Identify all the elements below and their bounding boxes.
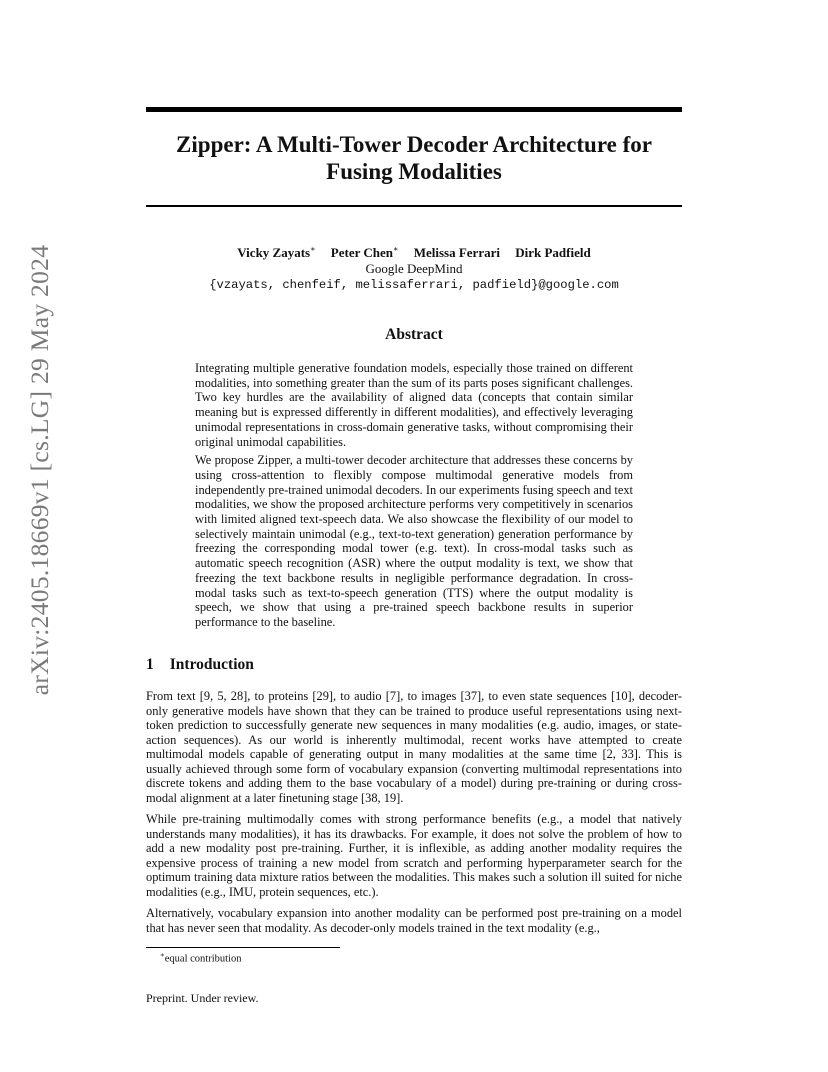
preprint-notice: Preprint. Under review.	[146, 991, 259, 1005]
introduction-body	[146, 689, 682, 942]
author-names	[146, 242, 682, 261]
author	[414, 245, 500, 260]
footnote	[160, 951, 241, 965]
author-name: Melissa Ferrari	[413, 245, 500, 261]
equal-contribution-mark: ∗	[393, 245, 399, 254]
author-name: Vicky Zayats	[237, 245, 311, 261]
author-emails: {vzayats, chenfeif, melissaferrari, padfield}@google.com	[209, 278, 619, 293]
author-block	[146, 242, 682, 293]
author	[237, 245, 315, 260]
body-paragraph: Alternatively, vocabulary expansion into another modality can be performed post pre-training on a model that has never seen that modality. As decoder-only models trained in the text modality (e.g.,	[146, 906, 682, 935]
paper-title	[146, 131, 682, 185]
abstract-body	[195, 361, 633, 634]
title-top-rule	[146, 107, 682, 112]
author-name: Peter Chen	[330, 245, 394, 261]
abstract-heading: Abstract	[385, 326, 443, 343]
title-bottom-rule	[146, 205, 682, 207]
body-paragraph: While pre-training multimodally comes with strong performance benefits (e.g., a model that natively understands many modalities), it has its drawbacks. For example, it does not solve the problem of how to add a new modality post pre-training. Further, it is inflexible, as adding another modality requires the expensive process of training a new model from scratch and performing hyperparameter search for the optimum training data mixture ratios between the modalities. This makes such a solution ill suited for niche modalities (e.g., IMU, protein sequences, etc.).	[146, 812, 682, 899]
abstract-paragraph: Integrating multiple generative foundation models, especially those trained on different modalities, into something greater than the sum of its parts poses significant challenges. Two key hurdles are the availability of aligned data (concepts that contain similar meaning but is expressed differently in different modalities), and effectively leveraging unimodal representations in cross-domain generative tasks, without compromising their original unimodal capabilities.	[195, 361, 633, 449]
author-name: Dirk Padfield	[515, 245, 591, 261]
footnote-text: equal contribution	[164, 953, 242, 965]
abstract-paragraph: We propose Zipper, a multi-tower decoder architecture that addresses these concerns by using cross-attention to flexibly compose multimodal generative models from independently pre-trained unimodal decoders. In our experiments fusing speech and text modalities, we show the proposed architecture performs very competitively in scenarios with limited aligned text-speech data. We also showcase the flexibility of our model to selectively maintain unimodal (e.g., text-to-text generation) generation performance by freezing the corresponding modal tower (e.g. text). In cross-modal tasks such as automatic speech recognition (ASR) where the output modality is text, we show that freezing the text backbone results in negligible performance degradation. In cross-modal tasks such as text-to-speech generation (TTS) where the output modality is speech, we show that using a pre-trained speech backbone results in superior performance to the baseline.	[195, 453, 634, 629]
author	[331, 245, 399, 260]
section-number: 1	[146, 656, 154, 673]
affiliation: Google DeepMind	[365, 261, 463, 277]
footnote-rule	[146, 947, 340, 948]
author	[515, 245, 590, 260]
section-title: Introduction	[169, 656, 254, 673]
section-heading-introduction	[146, 656, 254, 674]
footnote-mark: ∗	[160, 951, 165, 959]
arxiv-sidebar-stamp: arXiv:2405.18669v1 [cs.LG] 29 May 2024	[25, 244, 54, 696]
body-paragraph: From text [9, 5, 28], to proteins [29], to audio [7], to images [37], to even state sequences [10], decoder-only generative models have shown that they can be trained to produce useful representations using next-token prediction to successfully generate new sequences in many modalities (e.g. audio, images, or state-action sequences). As our world is inherently multimodal, recent works have attempted to create multimodal models capable of generating output in many modalities at the same time [2, 33]. This is usually achieved through some form of vocabulary expansion (converting multimodal representations into discrete tokens and adding them to the base vocabulary of a model) during pre-training or during cross-modal alignment at a later finetuning stage [38, 19].	[146, 689, 682, 805]
title-line-2: Fusing Modalities	[326, 159, 502, 184]
title-line-1: Zipper: A Multi-Tower Decoder Architecture for	[176, 132, 652, 157]
equal-contribution-mark: ∗	[310, 245, 316, 254]
